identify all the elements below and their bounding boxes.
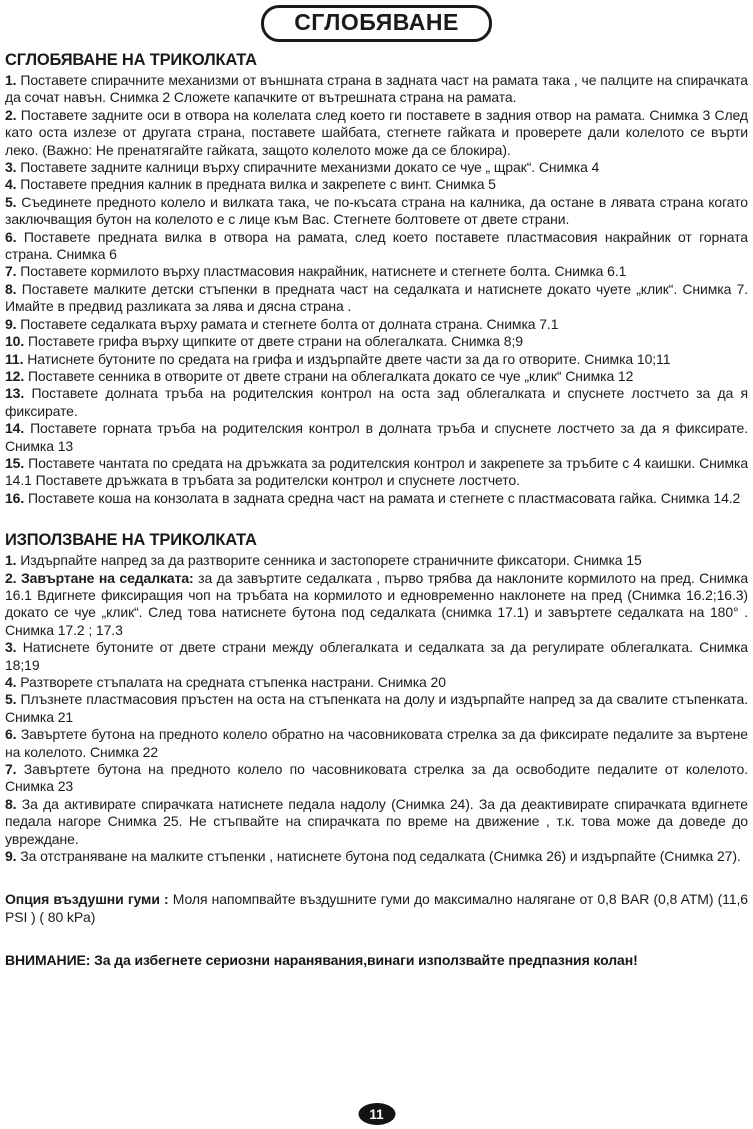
assembly-step-1 [5, 72, 748, 107]
step-number: 9. [5, 848, 17, 865]
air-tires-option-note [5, 891, 748, 926]
step-text: Плъзнете пластмасовия пръстен на оста на стъпенката на долу и издърпайте напред за да свалите стъпенката. Снимка 21 [5, 691, 748, 725]
step-text: Поставете задните оси в отвора на колелата след което ги поставете в задния отвор на рамата. Снимка 3 След като оста излезе от другата страна, поставете шайбата, стегнете гайката и проверете дали колелото се върти леко. (Важно: Не пренатягайте гайката, защото колелото може да се блокира). [5, 106, 749, 158]
step-number: 5. [5, 193, 17, 210]
usage-step-8 [5, 796, 748, 848]
step-number: 2. [5, 569, 17, 586]
step-number: 16. [5, 489, 25, 506]
step-text: Поставете коша на конзолата в задната средна част на рамата и стегнете с пластмасовата гайка. Снимка 14.2 [27, 489, 741, 506]
step-text: Натиснете бутоните по средата на грифа и издърпайте двете части за да го отворите. Снимка 10;11 [27, 350, 671, 367]
assembly-step-2 [5, 107, 748, 159]
step-number: 6. [5, 726, 17, 743]
usage-step-5 [5, 691, 748, 726]
option-text: Моля напомпвайте въздушните гуми до максимално налягане от 0,8 BAR (0,8 ATM) (11,6 PSI ) ( 80 kPa) [5, 891, 748, 925]
step-number: 4. [5, 176, 17, 193]
step-number: 2. [5, 106, 17, 123]
assembly-step-14 [5, 420, 748, 455]
usage-step-3 [5, 639, 748, 674]
warning-note: ВНИМАНИЕ: За да избегнете сериозни наранявания,винаги използвайте предпазния колан! [5, 952, 638, 969]
assembly-step-16 [5, 490, 748, 507]
step-number: 7. [5, 263, 17, 280]
step-number: 11. [5, 350, 24, 367]
step-number: 6. [5, 228, 17, 245]
usage-step-7 [5, 761, 748, 796]
step-number: 15. [5, 454, 25, 471]
step-number: 7. [5, 761, 17, 778]
step-text: Поставете предната вилка в отвора на рамата, след което поставете пластмасовия накрайник от горната страна. Снимка 6 [5, 228, 748, 263]
page-number-badge [358, 1103, 395, 1125]
step-text: Поставете кормилото върху пластмасовия накрайник, натиснете и стегнете болта. Снимка 6.1 [20, 263, 627, 280]
step-number: 10. [5, 333, 25, 350]
step-text: Поставете седалката върху рамата и стегнете болта от долната страна. Снимка 7.1 [20, 315, 559, 332]
title-row [5, 5, 748, 42]
assembly-step-5 [5, 194, 748, 229]
step-text: Поставете долната тръба на родителския контрол на оста зад облегалката и спуснете лостчето за да я фиксирате. [5, 385, 748, 419]
assembly-step-8 [5, 281, 748, 316]
assembly-step-3 [5, 159, 748, 176]
step-text: Поставете сенника в отворите от двете страни на облегалката докато се чуе „клик“ Снимка 12 [27, 367, 634, 384]
step-text: Поставете задните калници върху спирачните механизми докато се чуе „ щрак“. Снимка 4 [20, 159, 600, 176]
step-text: Завъртете бутона на предното колело по часовниковата стрелка за да освободите педалите от колелото. Снимка 23 [5, 761, 748, 795]
usage-step-1 [5, 552, 748, 569]
assembly-step-7 [5, 263, 748, 280]
step-number: 3. [5, 639, 17, 656]
assembly-step-9 [5, 316, 748, 333]
step-number: 1. [5, 552, 17, 569]
step-number: 14. [5, 420, 25, 437]
assembly-step-13 [5, 385, 748, 420]
step-text: Завъртете бутона на предното колело обратно на часовниковата стрелка за да фиксирате педалите за въртене на колелото. Снимка 22 [5, 726, 748, 760]
step-text: Поставете спирачните механизми от външната страна в задната част на рамата така , че палците на спирачката да сочат навън. Снимка 2 Сложете капачките от вътрешната страна на рамата. [5, 72, 748, 106]
page-title-text: СГЛОБЯВАНЕ [294, 9, 459, 35]
step-bold-lead: Завъртане на седалката: [20, 569, 194, 586]
assembly-step-6 [5, 229, 748, 264]
step-text: за да завъртите седалката , първо трябва да наклоните кормилото на пред. Снимка 16.1 Вдигнете фиксиращия чоп на тръбата на кормилото и едновременно наклонете на пред (Снимка 16.2;16.3) докато се чуе „клик“. След това натиснете бутона под седалката (снимка 17.1) и завъртете седалката на 180° . Снимка 17.2 ; 17.3 [5, 569, 749, 638]
step-text: За отстраняване на малките стъпенки , натиснете бутона под седалката (Снимка 26) и издърпайте (Снимка 27). [20, 848, 741, 865]
assembly-step-15 [5, 455, 748, 490]
step-text: Поставете малките детски стъпенки в предната част на седалката и натиснете докато чуете „клик“. Снимка 7. Имайте в предвид разликата за лява и дясна страна . [5, 280, 748, 315]
page-number-text: 11 [369, 1106, 384, 1122]
step-number: 13. [5, 385, 25, 402]
step-text: Съединете предното колело и вилката така, че по-късата страна на калника, да остане в лявата страна когато заключващия бутон на колелото е с лице към Вас. Стегнете болтовете от двете страни. [5, 193, 748, 228]
step-number: 4. [5, 674, 17, 690]
usage-step-9 [5, 848, 748, 865]
step-number: 3. [5, 159, 17, 176]
step-number: 9. [5, 315, 17, 332]
step-text: Поставете горната тръба на родителския контрол в долната тръба и спуснете лостчето за да я фиксирате. Снимка 13 [5, 420, 748, 454]
page-title [261, 5, 492, 42]
step-number: 5. [5, 691, 17, 708]
step-number: 12. [5, 367, 25, 384]
step-text: Поставете грифа върху щипките от двете страни на облегалката. Снимка 8;9 [27, 333, 523, 350]
assembly-step-10 [5, 333, 748, 350]
step-text: За да активирате спирачката натиснете педала надолу (Снимка 24). За да деактивирате спирачката вдигнете педала нагоре Снимка 25. Не стъпвайте на спирачката по време на движение , т.к. това може да доведе до увреждане. [5, 795, 748, 847]
step-text: Поставете чантата по средата на дръжката за родителския контрол и закрепете за тръбите с 4 каишки. Снимка 14.1 Поставете дръжката в тръбата за родителски контрол и спуснете лостчето. [5, 454, 749, 489]
usage-step-6 [5, 726, 748, 761]
step-text: Поставете предния калник в предната вилка и закрепете с винт. Снимка 5 [20, 176, 496, 193]
step-number: 8. [5, 280, 17, 297]
section-heading-assembly: СГЛОБЯВАНЕ НА ТРИКОЛКАТА [5, 51, 257, 69]
step-text: Натиснете бутоните от двете страни между облегалката и седалката за да регулирате облегалката. Снимка 18;19 [5, 639, 748, 673]
usage-step-2 [5, 570, 748, 640]
assembly-step-11 [5, 351, 748, 368]
section-heading-usage: ИЗПОЛЗВАНЕ НА ТРИКОЛКАТА [5, 531, 257, 550]
step-text: Разтворете стъпалата на средната стъпенка настрани. Снимка 20 [20, 674, 446, 690]
step-number: 1. [5, 72, 17, 88]
step-number: 8. [5, 795, 17, 812]
option-lead: Опция въздушни гуми : [5, 891, 169, 908]
usage-step-4 [5, 674, 748, 691]
step-text: Издърпайте напред за да разтворите сенника и застопорете страничните фиксатори. Снимка 15 [20, 552, 642, 569]
assembly-step-12 [5, 368, 748, 385]
assembly-step-4 [5, 176, 748, 193]
